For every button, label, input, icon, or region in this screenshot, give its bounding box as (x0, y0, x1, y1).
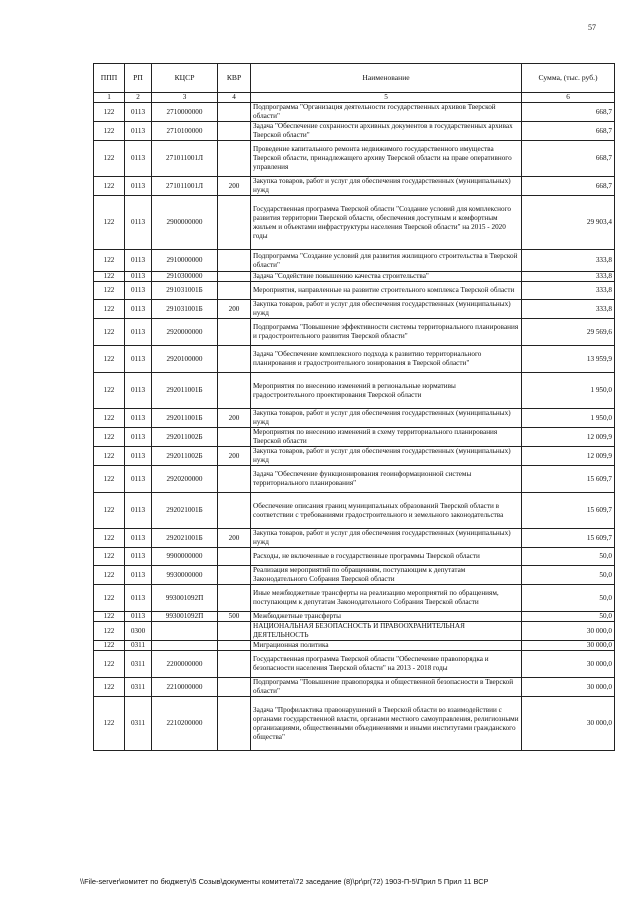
table-row (94, 122, 615, 141)
cell-kcsr: 2900000000 (152, 196, 218, 250)
table-row (94, 529, 615, 548)
cell-rp: 0113 (125, 319, 152, 346)
table-row (94, 272, 615, 282)
cell-kvr: 200 (218, 529, 251, 548)
cell-sum: 668,7 (522, 141, 615, 177)
cell-kvr: 200 (218, 177, 251, 196)
table-row (94, 103, 615, 122)
cell-sum: 50,0 (522, 612, 615, 622)
cell-name: Проведение капитального ремонта недвижимого государственного имущества Тверской области, принадлежащего архиву Тверской области на праве оперативного управления (251, 141, 522, 177)
cell-sum: 1 950,0 (522, 373, 615, 409)
table-row (94, 548, 615, 566)
cell-kcsr: 2710000000 (152, 103, 218, 122)
cell-kvr (218, 122, 251, 141)
table-row (94, 612, 615, 622)
cell-kvr (218, 272, 251, 282)
table-row (94, 428, 615, 447)
table-row (94, 319, 615, 346)
cell-sum: 30 000,0 (522, 651, 615, 678)
cell-sum: 333,8 (522, 250, 615, 272)
table-row (94, 493, 615, 529)
cell-kcsr (152, 641, 218, 651)
cell-name: Закупка товаров, работ и услуг для обеспечения государственных (муниципальных) нужд (251, 409, 522, 428)
cell-kcsr: 2920200000 (152, 466, 218, 493)
cell-sum: 12 009,9 (522, 447, 615, 466)
cell-name: Мероприятия, направленные на развитие строительного комплекса Тверской области (251, 282, 522, 300)
cell-rp: 0311 (125, 697, 152, 751)
col-number: 5 (251, 93, 522, 103)
col-header-kcsr: КЦСР (152, 64, 218, 93)
col-number: 1 (94, 93, 125, 103)
cell-ppp: 122 (94, 697, 125, 751)
page-number: 57 (588, 23, 596, 32)
cell-sum: 333,8 (522, 282, 615, 300)
cell-kvr (218, 373, 251, 409)
cell-ppp: 122 (94, 548, 125, 566)
cell-rp: 0113 (125, 300, 152, 319)
cell-ppp: 122 (94, 177, 125, 196)
cell-kcsr (152, 622, 218, 641)
cell-kcsr: 291031001Б (152, 300, 218, 319)
cell-rp: 0113 (125, 548, 152, 566)
cell-name: Задача "Обеспечение комплексного подхода к развитию территориального планирования и градостроительного зонирования в Тверской области" (251, 346, 522, 373)
cell-kvr (218, 566, 251, 585)
cell-name: Подпрограмма "Организация деятельности государственных архивов Тверской области" (251, 103, 522, 122)
cell-ppp: 122 (94, 466, 125, 493)
cell-ppp: 122 (94, 319, 125, 346)
table-row (94, 651, 615, 678)
cell-sum: 668,7 (522, 177, 615, 196)
cell-kvr (218, 103, 251, 122)
cell-rp: 0113 (125, 409, 152, 428)
cell-sum: 50,0 (522, 566, 615, 585)
cell-kvr (218, 466, 251, 493)
cell-kvr (218, 622, 251, 641)
table-row (94, 566, 615, 585)
cell-kcsr: 2200000000 (152, 651, 218, 678)
cell-name: Подпрограмма "Создание условий для развития жилищного строительства в Тверской области" (251, 250, 522, 272)
cell-rp: 0113 (125, 177, 152, 196)
cell-rp: 0300 (125, 622, 152, 641)
cell-rp: 0113 (125, 373, 152, 409)
table-row (94, 373, 615, 409)
cell-rp: 0113 (125, 493, 152, 529)
cell-kcsr: 2920000000 (152, 319, 218, 346)
cell-kcsr: 291031001Б (152, 282, 218, 300)
cell-kvr (218, 250, 251, 272)
cell-rp: 0113 (125, 612, 152, 622)
cell-ppp: 122 (94, 272, 125, 282)
cell-name: НАЦИОНАЛЬНАЯ БЕЗОПАСНОСТЬ И ПРАВООХРАНИТЕЛЬНАЯ ДЕЯТЕЛЬНОСТЬ (251, 622, 522, 641)
cell-rp: 0113 (125, 103, 152, 122)
cell-name: Миграционная политика (251, 641, 522, 651)
cell-kcsr: 292011002Б (152, 428, 218, 447)
cell-ppp: 122 (94, 641, 125, 651)
table-row (94, 250, 615, 272)
cell-ppp: 122 (94, 566, 125, 585)
cell-rp: 0113 (125, 196, 152, 250)
cell-kvr (218, 697, 251, 751)
cell-sum: 50,0 (522, 548, 615, 566)
cell-rp: 0311 (125, 678, 152, 697)
cell-ppp: 122 (94, 651, 125, 678)
table-row (94, 585, 615, 612)
cell-kcsr: 2910300000 (152, 272, 218, 282)
cell-rp: 0113 (125, 585, 152, 612)
cell-kcsr: 292011002Б (152, 447, 218, 466)
cell-kcsr: 2210000000 (152, 678, 218, 697)
cell-kcsr: 292021001Б (152, 493, 218, 529)
table-row (94, 409, 615, 428)
cell-sum: 30 000,0 (522, 622, 615, 641)
cell-kvr (218, 493, 251, 529)
cell-sum: 15 609,7 (522, 529, 615, 548)
cell-kcsr: 2710100000 (152, 122, 218, 141)
cell-sum: 29 569,6 (522, 319, 615, 346)
cell-name: Закупка товаров, работ и услуг для обеспечения государственных (муниципальных) нужд (251, 447, 522, 466)
cell-rp: 0113 (125, 122, 152, 141)
cell-rp: 0113 (125, 529, 152, 548)
cell-sum: 668,7 (522, 122, 615, 141)
cell-ppp: 122 (94, 678, 125, 697)
cell-name: Реализация мероприятий по обращениям, поступающим к депутатам Законодательного Собрания Тверской области (251, 566, 522, 585)
cell-name: Государственная программа Тверской области "Обеспечение правопорядка и безопасности населения Тверской области" на 2013 - 2018 годы (251, 651, 522, 678)
cell-sum: 13 959,9 (522, 346, 615, 373)
cell-kcsr: 993001092П (152, 585, 218, 612)
cell-name: Закупка товаров, работ и услуг для обеспечения государственных (муниципальных) нужд (251, 177, 522, 196)
cell-name: Задача "Содействие повышению качества строительства" (251, 272, 522, 282)
cell-kcsr: 9930000000 (152, 566, 218, 585)
cell-ppp: 122 (94, 428, 125, 447)
col-number: 2 (125, 93, 152, 103)
cell-kvr: 200 (218, 409, 251, 428)
cell-ppp: 122 (94, 612, 125, 622)
cell-kcsr: 2910000000 (152, 250, 218, 272)
cell-kcsr: 271011001Л (152, 141, 218, 177)
col-header-ppp: ППП (94, 64, 125, 93)
cell-kcsr: 9900000000 (152, 548, 218, 566)
cell-ppp: 122 (94, 373, 125, 409)
table-row (94, 177, 615, 196)
cell-ppp: 122 (94, 447, 125, 466)
col-number: 3 (152, 93, 218, 103)
cell-kcsr: 2920100000 (152, 346, 218, 373)
file-path-footer: \\File-server\комитет по бюджету\5 Созыв\документы комитета\72 заседание (8)\рr\рr(72) 1903-П-5\Прил 5 Прил 11 ВСР (80, 877, 489, 886)
table-row (94, 346, 615, 373)
cell-ppp: 122 (94, 122, 125, 141)
cell-sum: 1 950,0 (522, 409, 615, 428)
cell-ppp: 122 (94, 141, 125, 177)
cell-sum: 15 609,7 (522, 493, 615, 529)
column-number-row (94, 93, 615, 103)
cell-name: Закупка товаров, работ и услуг для обеспечения государственных (муниципальных) нужд (251, 300, 522, 319)
cell-kvr: 200 (218, 447, 251, 466)
cell-ppp: 122 (94, 196, 125, 250)
cell-kvr (218, 282, 251, 300)
cell-rp: 0311 (125, 651, 152, 678)
cell-ppp: 122 (94, 493, 125, 529)
cell-name: Закупка товаров, работ и услуг для обеспечения государственных (муниципальных) нужд (251, 529, 522, 548)
cell-name: Мероприятия по внесению изменений в схему территориального планирования Тверской области (251, 428, 522, 447)
cell-rp: 0113 (125, 272, 152, 282)
cell-sum: 15 609,7 (522, 466, 615, 493)
cell-ppp: 122 (94, 300, 125, 319)
cell-name: Задача "Обеспечение функционирования геоинформационной системы территориального планирования" (251, 466, 522, 493)
table-row (94, 447, 615, 466)
cell-rp: 0113 (125, 282, 152, 300)
cell-sum: 30 000,0 (522, 697, 615, 751)
cell-name: Подпрограмма "Повышение правопорядка и общественной безопасности в Тверской области" (251, 678, 522, 697)
table-row (94, 622, 615, 641)
cell-ppp: 122 (94, 529, 125, 548)
cell-kcsr: 2210200000 (152, 697, 218, 751)
cell-kvr (218, 641, 251, 651)
col-number: 4 (218, 93, 251, 103)
cell-sum: 668,7 (522, 103, 615, 122)
col-header-kvr: КВР (218, 64, 251, 93)
col-number: 6 (522, 93, 615, 103)
cell-rp: 0113 (125, 346, 152, 373)
cell-kvr (218, 548, 251, 566)
cell-sum: 333,8 (522, 272, 615, 282)
cell-kvr: 500 (218, 612, 251, 622)
cell-kvr (218, 651, 251, 678)
cell-sum: 30 000,0 (522, 678, 615, 697)
cell-ppp: 122 (94, 622, 125, 641)
cell-sum: 30 000,0 (522, 641, 615, 651)
cell-kvr (218, 319, 251, 346)
cell-sum: 50,0 (522, 585, 615, 612)
cell-rp: 0113 (125, 466, 152, 493)
table-row (94, 678, 615, 697)
cell-rp: 0113 (125, 566, 152, 585)
col-header-name: Наименование (251, 64, 522, 93)
cell-name: Государственная программа Тверской области "Создание условий для комплексного развития территории Тверской области, обеспечения доступным и комфортным жильем и объектами инфраструктуры населения Тверской области" на 2015 - 2020 годы (251, 196, 522, 250)
cell-kvr (218, 585, 251, 612)
cell-kvr (218, 428, 251, 447)
cell-kvr (218, 346, 251, 373)
cell-sum: 29 903,4 (522, 196, 615, 250)
cell-ppp: 122 (94, 409, 125, 428)
cell-ppp: 122 (94, 282, 125, 300)
table-row (94, 196, 615, 250)
cell-rp: 0311 (125, 641, 152, 651)
cell-kcsr: 292011001Б (152, 373, 218, 409)
cell-name: Мероприятия по внесению изменений в региональные нормативы градостроительного проектирования Тверской области (251, 373, 522, 409)
table-row (94, 300, 615, 319)
col-header-sum: Сумма, (тыс. руб.) (522, 64, 615, 93)
cell-name: Задача "Обеспечение сохранности архивных документов в государственных архивах Тверской области" (251, 122, 522, 141)
cell-ppp: 122 (94, 250, 125, 272)
cell-ppp: 122 (94, 346, 125, 373)
table-row (94, 282, 615, 300)
header-row (94, 64, 615, 93)
cell-rp: 0113 (125, 141, 152, 177)
cell-name: Обеспечение описания границ муниципальных образований Тверской области в соответствии с требованиями градостроительного и земельного законодательства (251, 493, 522, 529)
cell-kvr (218, 196, 251, 250)
cell-ppp: 122 (94, 585, 125, 612)
cell-kvr (218, 141, 251, 177)
cell-name: Межбюджетные трансферты (251, 612, 522, 622)
cell-rp: 0113 (125, 428, 152, 447)
budget-table (93, 63, 615, 751)
cell-kcsr: 271011001Л (152, 177, 218, 196)
cell-sum: 12 009,9 (522, 428, 615, 447)
cell-name: Иные межбюджетные трансферты на реализацию мероприятий по обращениям, поступающим к депутатам Законодательного Собрания Тверской области (251, 585, 522, 612)
col-header-rp: РП (125, 64, 152, 93)
table-row (94, 466, 615, 493)
cell-ppp: 122 (94, 103, 125, 122)
table-row (94, 641, 615, 651)
cell-name: Подпрограмма "Повышение эффективности системы территориального планирования и градостроительного развития Тверской области" (251, 319, 522, 346)
cell-kvr (218, 678, 251, 697)
table-row (94, 141, 615, 177)
cell-rp: 0113 (125, 447, 152, 466)
cell-rp: 0113 (125, 250, 152, 272)
cell-kcsr: 292021001Б (152, 529, 218, 548)
table-body (94, 103, 615, 751)
cell-name: Расходы, не включенные в государственные программы Тверской области (251, 548, 522, 566)
cell-sum: 333,8 (522, 300, 615, 319)
cell-kvr: 200 (218, 300, 251, 319)
cell-name: Задача "Профилактика правонарушений в Тверской области во взаимодействии с органами государственной власти, органами местного самоуправления, религиозными организациями, общественными объединениями и иными институтами гражданского общества" (251, 697, 522, 751)
table-row (94, 697, 615, 751)
cell-kcsr: 993001092П (152, 612, 218, 622)
cell-kcsr: 292011001Б (152, 409, 218, 428)
